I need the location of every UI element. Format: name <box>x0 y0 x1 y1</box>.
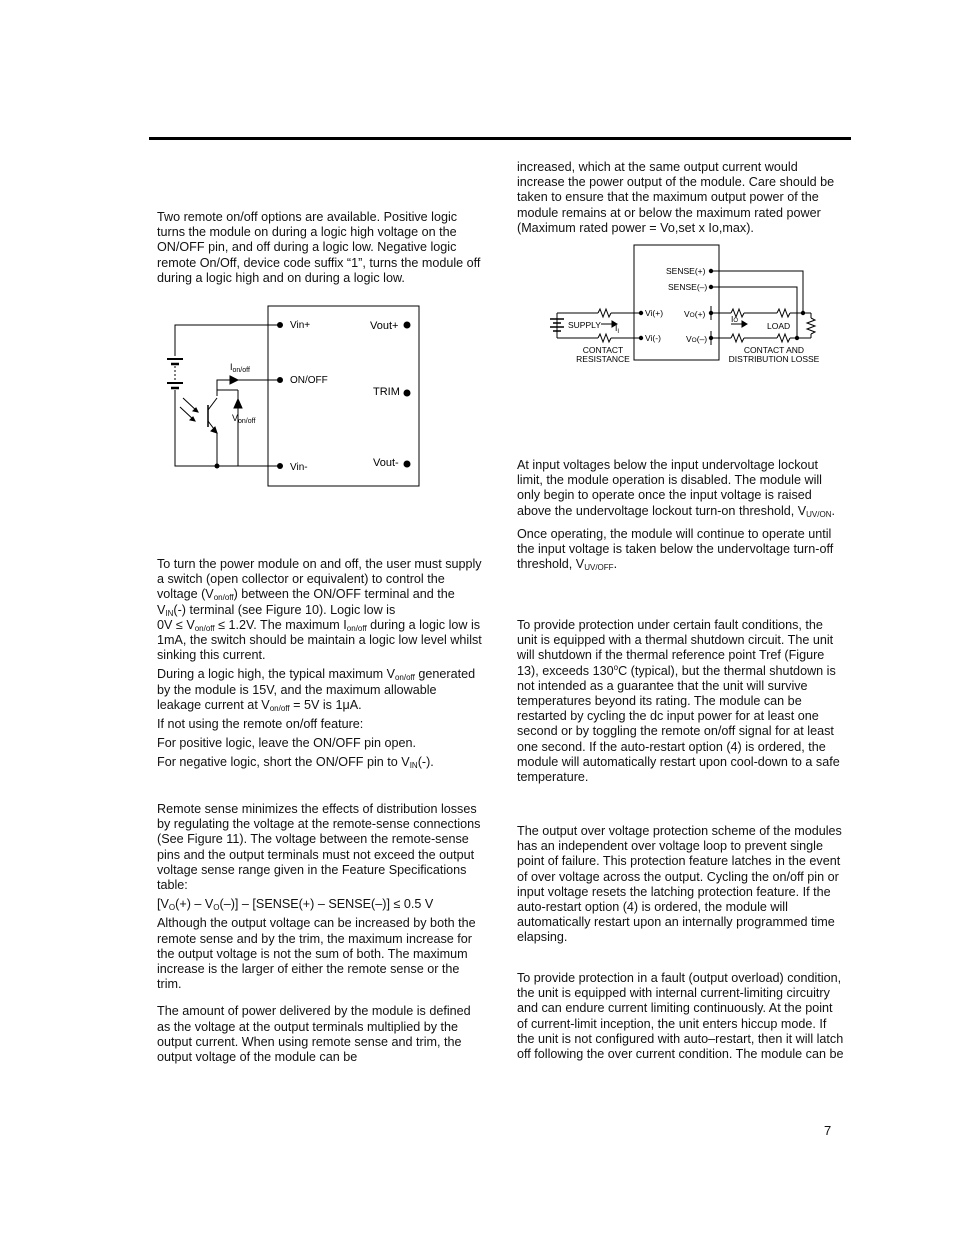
page-number: 7 <box>824 1123 832 1138</box>
vout-plus-label: Vout+ <box>370 320 399 332</box>
paragraph: During a logic high, the typical maximum $V_{on/off}$ generated by the module is 15V, and the maximum allowable leakage current at $V_{on/off} = 5V$ is 1μA. <box>157 667 476 713</box>
junction-dot <box>801 311 805 315</box>
on-off-pin <box>277 377 283 383</box>
vi-plus-label: Vi(+) <box>645 308 664 318</box>
vo-plus-pin <box>709 311 713 315</box>
v-onoff-label: $V_{on/off}$ <box>232 413 256 425</box>
paragraph: Remote sense minimizes the effects of distribution losses by regulating the voltage at the remote-sense connections (See Figure 11). The voltage between the remote-sense pins and the output terminals must not exceed the output voltage sense range given in the Feature Specifications table: <box>157 802 481 893</box>
contact-resistance-label: CONTACT RESISTANCE <box>576 345 630 364</box>
thermal-shutdown-section <box>517 618 845 785</box>
sense-plus-label: SENSE(+) <box>666 266 706 276</box>
vin-minus-label: Vin- <box>290 462 308 473</box>
remote-onoff-intro <box>157 210 483 286</box>
vi-plus-pin <box>639 311 643 315</box>
vin-plus-label: Vin+ <box>290 320 311 331</box>
trim-label: TRIM <box>373 386 400 398</box>
vin-minus-pin <box>277 463 283 469</box>
junction-dot <box>215 464 220 469</box>
paragraph: To turn the power module on and off, the user must supply a switch (open collector or equivalent) to control the voltage $(V_{on/off})$ between the ON/OFF terminal and the $V_{IN}(-)$ terminal (see Figure 10). Logic low is $0V \le V_{on/off} \le 1.2V$. The maximum $I_{on/off}$ during a logic low is 1mA, the switch should be maintain a logic low level whilst sinking this current. <box>157 557 482 663</box>
paragraph: Once operating, the module will continue to operate until the input voltage is taken below the undervoltage turn-off threshold, $V_{UV/OFF}$. <box>517 526 834 573</box>
remote-sense-section <box>157 802 483 1065</box>
junction-dot <box>795 336 799 340</box>
vin-plus-pin <box>277 322 283 328</box>
vo-minus-label: VO(–) <box>686 334 708 344</box>
vi-minus-label: Vi(-) <box>645 333 661 343</box>
over-current-section <box>517 971 845 1062</box>
paragraph: The amount of power delivered by the module is defined as the voltage at the output terminals multiplied by the output current. When using remote sense and trim, the output voltage of the module can be <box>157 1004 471 1065</box>
vo-minus-pin <box>709 336 713 340</box>
paragraph: Two remote on/off options are available. Positive logic turns the module on during a logic high voltage on the ON/OFF pin, and off during a logic low. Negative logic remote On/Off, device code suffix “1”, turns the module off during a logic high and on during a logic low. <box>157 210 481 285</box>
io-label: IO <box>731 314 739 324</box>
ii-label: $I_I$ <box>615 323 620 335</box>
paragraph: To provide protection under certain fault conditions, the unit is equipped with a thermal shutdown circuit. The unit will shutdown if the thermal reference point Tref (Figure 13), exceeds 130$^o$C (typical), but the thermal shutdown is not intended as a guarantee that the unit will survive temperatures beyond its rating. The module can be restarted by cycling the dc input power for at least one second or by toggling the remote on/off signal for at least one second. If the auto-restart option (4) is ordered, the module will automatically restart upon cool-down to a safe temperature. <box>517 618 840 785</box>
remote-onoff-circuit-diagram <box>150 300 430 500</box>
header-rule <box>149 137 851 140</box>
distribution-losses-label: CONTACT AND DISTRIBUTION LOSSE <box>728 345 820 364</box>
i-onoff-label: $I_{on/off}$ <box>230 362 250 374</box>
vout-minus-label: Vout- <box>373 457 399 469</box>
undervoltage-lockout-section <box>517 458 845 572</box>
sense-minus-label: SENSE(–) <box>668 282 708 292</box>
vo-plus-label: VO(+) <box>684 309 706 319</box>
trim-pin <box>404 390 411 397</box>
remote-sense-continued <box>517 160 845 236</box>
paragraph: For negative logic, short the ON/OFF pin to $V_{IN}(-)$. <box>157 755 434 771</box>
paragraph: Although the output voltage can be increased by both the remote sense and by the trim, the maximum increase for the output voltage is not the sum of both. The maximum increase is the larger of either the remote sense or the trim. <box>157 916 476 992</box>
paragraph: For positive logic, leave the ON/OFF pin open. <box>157 736 416 751</box>
vi-minus-pin <box>639 336 643 340</box>
paragraph: The output over voltage protection scheme of the modules has an independent over voltage loop to prevent single point of failure. This protection feature latches in the event of over voltage across the output. Cycling the on/off pin or input voltage resets the latching protection feature. If the auto-restart option (4) is ordered, the module will automatically restart upon an internally programmed time elapsing. <box>517 824 842 945</box>
paragraph: If not using the remote on/off feature: <box>157 717 364 732</box>
sense-equation: $[V_O(+) - V_O(-)]$ – [SENSE(+) – SENSE(–)] ≤ 0.5 V <box>157 897 434 913</box>
vout-minus-pin <box>404 461 411 468</box>
over-voltage-section <box>517 824 845 946</box>
on-off-label: ON/OFF <box>290 375 328 386</box>
sense-plus-pin <box>709 269 713 273</box>
load-label: LOAD <box>767 321 791 331</box>
paragraph: To provide protection in a fault (output overload) condition, the unit is equipped with internal current-limiting circuitry and can endure current limiting continuously. At the point of current-limit inception, the unit enters hiccup mode. If the unit is not configured with auto–restart, then it will latch off following the over current condition. The module can be <box>517 971 844 1062</box>
remote-onoff-details <box>157 557 483 771</box>
supply-label: SUPPLY <box>568 320 601 330</box>
remote-sense-circuit-diagram <box>545 240 835 370</box>
paragraph: increased, which at the same output current would increase the power output of the module. Care should be taken to ensure that the maximum output power of the module remains at or below the maximum rated power (Maximum rated power = Vo,set x Io,max). <box>517 160 835 235</box>
paragraph: At input voltages below the input undervoltage lockout limit, the module operation is disabled. The module will only begin to operate once the input voltage is raised above the undervoltage lockout turn-on threshold, $V_{UV/ON}$. <box>517 458 835 519</box>
vout-plus-pin <box>404 322 411 329</box>
sense-minus-pin <box>709 285 713 289</box>
